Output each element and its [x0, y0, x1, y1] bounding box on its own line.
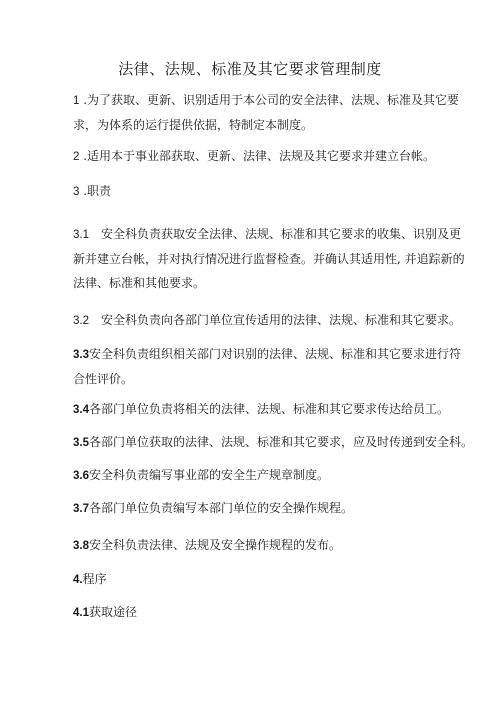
item-number: 1 [73, 95, 80, 107]
paragraph-3-4 [73, 397, 450, 422]
paragraph-text: 各部门单位获取的法律、法规、标准和其它要求，应及时传递到安全科。 [89, 435, 474, 449]
paragraph-text: 求，为体系的运行提供依据，特制定本制度。 [73, 118, 314, 132]
item-number: 3.4 [73, 404, 89, 416]
paragraph-text: 安全科负责组织相关部门对识别的法律、法规、标准和其它要求进行符 [89, 347, 462, 361]
section-heading: 职责 [87, 184, 112, 198]
paragraph-text: 各部门单位负责将相关的法律、法规、标准和其它要求传达给员工。 [89, 402, 450, 416]
item-number: 3.8 [73, 540, 89, 552]
item-number: 3.1 [73, 229, 89, 241]
paragraph-3-8 [73, 533, 439, 558]
paragraph-3-1 [73, 222, 465, 295]
paragraph-2: 2 .适用本于事业部获取、更新、法律、法规及其它要求并建立台帐。 [73, 149, 436, 163]
item-number: 3.5 [73, 437, 89, 449]
paragraph-text: 新并建立台帐，并对执行情况进行监督检查。并确认其适用性, 并追踪新的 [73, 252, 465, 266]
paragraph-3: 3 .职责 [73, 184, 112, 198]
paragraph-1: 1 .为了获取、更新、识别适用于本公司的安全法律、法规、标准及其它要 求，为体系的运行提供依据，特制定本制度。 [73, 93, 460, 132]
paragraph-text: 法律、标准和其他要求。 [73, 276, 206, 290]
paragraph-text: 安全科负责编写事业部的安全生产规章制度。 [89, 468, 330, 482]
item-number: 3.6 [73, 470, 89, 482]
paragraph-text: 安全科负责法律、法规及安全操作规程的发布。 [89, 538, 342, 552]
item-number: 3 [73, 186, 80, 198]
item-number: 4. [73, 574, 83, 586]
paragraph-text: 各部门单位负责编写本部门单位的安全操作规程。 [89, 501, 354, 515]
item-number: 3.3 [73, 349, 89, 361]
paragraph-text: 为了获取、更新、识别适用于本公司的安全法律、法规、标准及其它要 [87, 93, 460, 107]
item-number: 3.7 [73, 503, 89, 515]
item-number: 3.2 [73, 315, 89, 327]
paragraph-3-7 [73, 496, 439, 521]
item-number: 2 [73, 151, 80, 163]
paragraph-3-2 [73, 308, 462, 333]
paragraph-4 [73, 567, 439, 592]
paragraph-text: 适用本于事业部获取、更新、法律、法规及其它要求并建立台帐。 [87, 149, 436, 163]
paragraph-3-5 [73, 430, 474, 455]
paragraph-3-3 [73, 342, 462, 391]
section-heading: 程序 [82, 572, 107, 586]
paragraph-4-1 [73, 600, 439, 625]
document-title: 法律、法规、标准及其它要求管理制度 [118, 60, 382, 78]
paragraph-text: 安全科负责向各部门单位宣传适用的法律、法规、标准和其它要求。 [101, 313, 462, 327]
section-heading: 获取途径 [89, 605, 138, 619]
paragraph-3-6 [73, 463, 439, 488]
paragraph-text: 合性评价。 [73, 372, 134, 386]
paragraph-text: 安全科负责获取安全法律、法规、标准和其它要求的收集、识别及更 [101, 227, 462, 241]
item-number: 4.1 [73, 607, 89, 619]
